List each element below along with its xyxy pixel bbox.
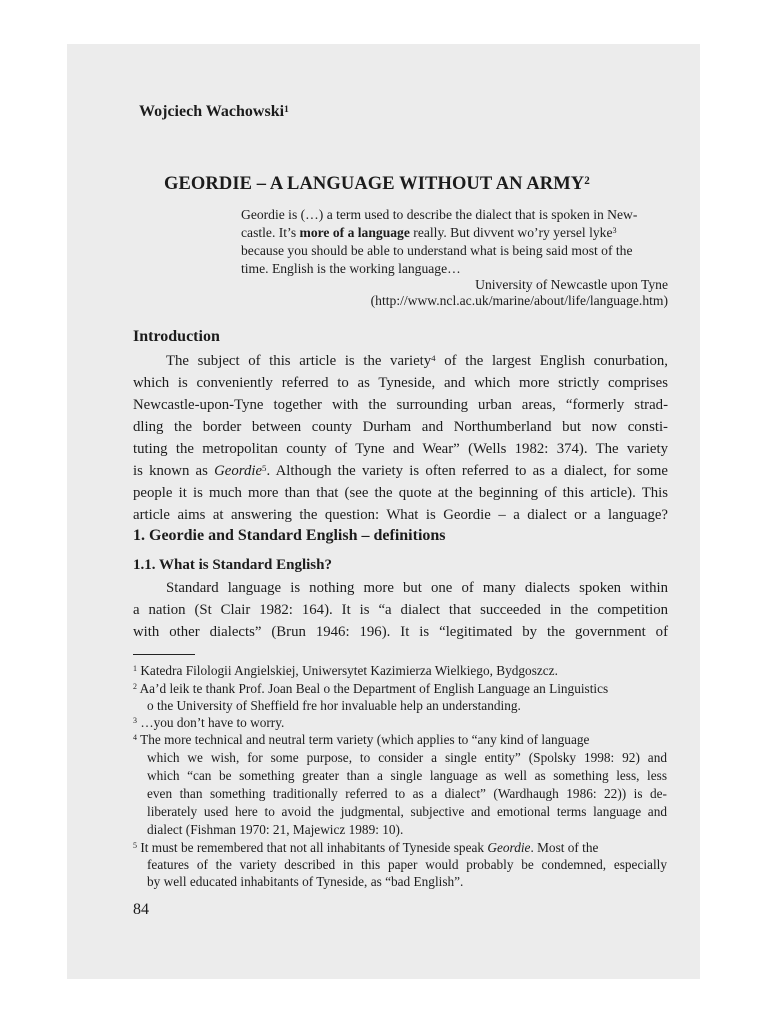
text-line: The subject of this article is the variety$^4$ of the largest English conurbation, <box>166 353 668 369</box>
epigraph-line: castle. It’s more of a language really. But divvent wo’ry yersel lyke$^3$ <box>241 225 617 240</box>
article-title: GEORDIE – A LANGUAGE WITHOUT AN ARMY$^2$ <box>164 174 590 194</box>
footnote-line: by well educated inhabitants of Tyneside, as “bad English”. <box>147 874 464 889</box>
footnote-2: $^2$ Aa’d leik te thank Prof. Joan Beal o the Department of English Language an Linguistics <box>133 681 609 696</box>
epigraph-line: time. English is the working language… <box>241 261 461 276</box>
footnote-4: $^4$ The more technical and neutral term variety (which applies to “any kind of language <box>133 732 590 747</box>
footnote-line: which “can be something greater than a single language as well as something less, less <box>147 768 667 783</box>
page-number: 84 <box>133 901 149 918</box>
text-line: which is conveniently referred to as Tyneside, and which more strictly comprises <box>133 375 668 391</box>
footnote-line: dialect (Fishman 1970: 21, Majewicz 1989: 10). <box>147 822 404 837</box>
footnote-line: even than something traditionally referred to as a dialect” (Wardhaugh 1986: 22)) is de- <box>147 786 667 801</box>
footnote-5: $^5$ It must be remembered that not all inhabitants of Tyneside speak Geordie. Most of the <box>133 840 599 855</box>
intro-heading: Introduction <box>133 328 220 345</box>
text-line: with other dialects” (Brun 1946: 196). It is “legitimated by the government of <box>133 624 668 640</box>
footnote-line: which we wish, for some purpose, to consider a single entity” (Spolsky 1998: 92) and <box>147 750 667 765</box>
epigraph-source: University of Newcastle upon Tyne <box>475 277 668 292</box>
text-line: people it is much more than that (see the quote at the beginning of this article). This <box>133 485 668 501</box>
text-line: Newcastle-upon-Tyne together with the surrounding urban areas, “formerly strad- <box>133 397 668 413</box>
footnote-3: $^3$ …you don’t have to worry. <box>133 715 285 730</box>
text-line: article aims at answering the question: What is Geordie – a dialect or a language? <box>133 507 668 523</box>
epigraph-line: because you should be able to understand what is being said most of the <box>241 243 633 258</box>
epigraph-source-url: (http://www.ncl.ac.uk/marine/about/life/language.htm) <box>370 293 668 308</box>
text-line: tuting the metropolitan county of Tyne and Wear” (Wells 1982: 374). The variety <box>133 441 668 457</box>
footnote-line: features of the variety described in this paper would probably be condemned, especially <box>147 857 667 872</box>
section-heading: 1. Geordie and Standard English – definitions <box>133 527 446 544</box>
footnote-separator <box>133 654 195 655</box>
footnote-1: $^1$ Katedra Filologii Angielskiej, Uniwersytet Kazimierza Wielkiego, Bydgoszcz. <box>133 663 558 678</box>
footnote-line: o the University of Sheffield fre hor invaluable help an understanding. <box>147 698 521 713</box>
text-line: Standard language is nothing more but one of many dialects spoken within <box>166 580 668 596</box>
epigraph-line: Geordie is (…) a term used to describe the dialect that is spoken in New- <box>241 207 638 222</box>
footnote-line: liberately used here to avoid the judgmental, subjective and emotional terms language and <box>147 804 667 819</box>
author-name: Wojciech Wachowski$^1$ <box>139 103 289 120</box>
text-line: dling the border between county Durham and Northumberland but now consti- <box>133 419 668 435</box>
subsection-heading: 1.1. What is Standard English? <box>133 557 332 573</box>
text-line: a nation (St Clair 1982: 164). It is “a dialect that succeeded in the competition <box>133 602 668 618</box>
text-line: is known as Geordie$^5$. Although the variety is often referred to as a dialect, for some <box>133 463 668 479</box>
